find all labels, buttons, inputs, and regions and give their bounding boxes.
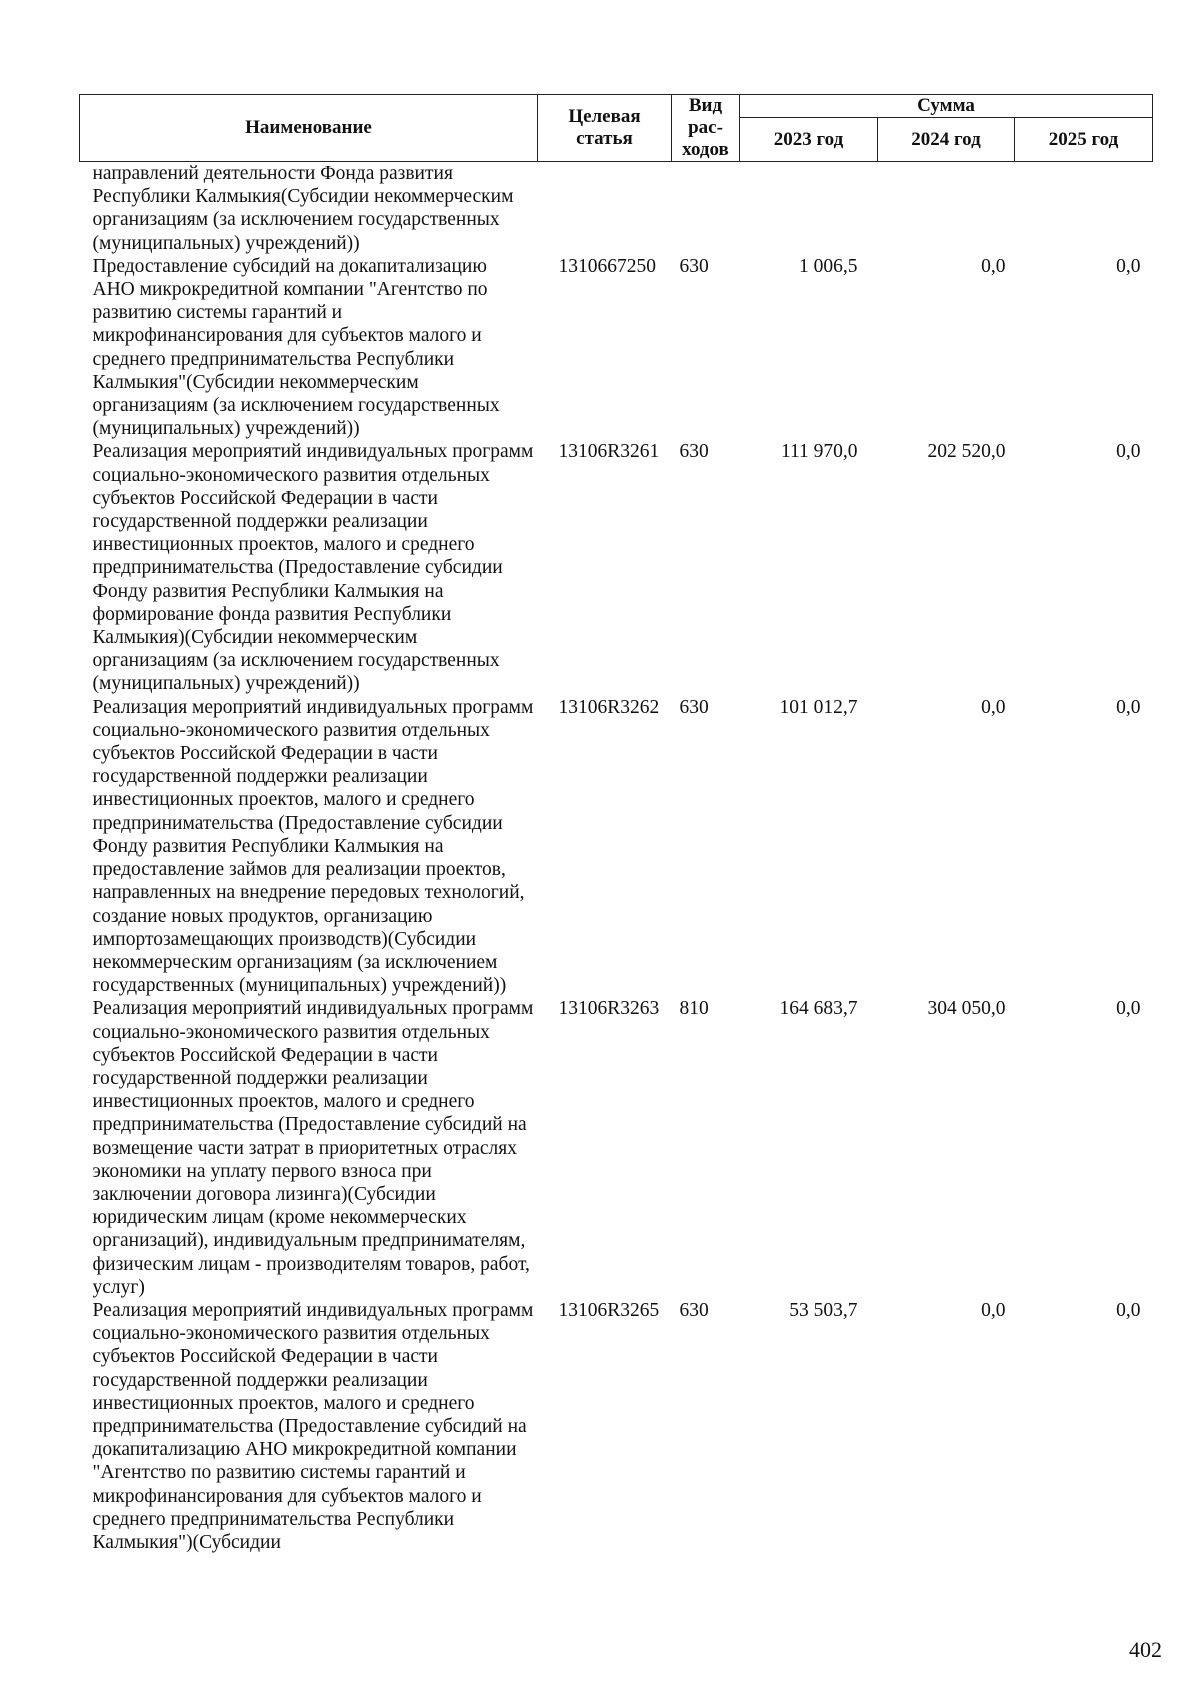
row-name: направлений деятельности Фонда развития Республики Калмыкия(Субсидии некоммерческим организациям (за исключением государственных (муниципальных) учреждений)) [92,163,514,254]
row-code: 13106R3263 [558,998,660,1020]
budget-table [79,94,1153,1554]
row-sum-2023 [740,162,878,255]
row-sum-2025: 0,0 [1116,1299,1141,1321]
row-code: 1310667250 [558,255,656,277]
row-sum-2024 [878,162,1015,255]
row-sum-2024: 304 050,0 [927,998,1006,1020]
row-code [538,162,672,255]
row-sum-2023: 53 503,7 [789,1299,858,1321]
row-code: 13106R3261 [558,441,660,463]
row-name: Реализация мероприятий индивидуальных программ социально-экономического развития отдельных субъектов Российской Федерации в части государственной поддержки реализации инвестиционных проектов, малого и среднего предпринимательства (Предоставление субсидий на докапитализацию АНО микрокредитной компании "Агентство по развитию системы гарантий и микрофинансирования для субъектов малого и среднего предпринимательства Республики Калмыкия")(Субсидии [92,1299,534,1553]
table-row [80,1299,1153,1554]
table-row [80,696,1153,998]
table-header [80,95,1153,162]
row-sum-2023: 111 970,0 [780,441,858,463]
row-code: 13106R3265 [558,1299,660,1321]
row-sum-2023: 164 683,7 [779,998,858,1020]
header-name: Наименование [80,95,538,162]
table-row [80,162,1153,255]
table-row [80,997,1153,1299]
row-sum-2025: 0,0 [1116,998,1141,1020]
row-name: Реализация мероприятий индивидуальных программ социально-экономического развития отдельных субъектов Российской Федерации в части государственной поддержки реализации инвестиционных проектов, малого и среднего предпринимательства (Предоставление субсидий на возмещение части затрат в приоритетных отраслях экономики на уплату первого взноса при заключении договора лизинга)(Субсидии юридическим лицам (кроме некоммерческих организаций), индивидуальным предпринимателям, физическим лицам - производителям товаров, работ, услуг) [92,998,534,1298]
table-body [80,162,1153,1555]
row-sum-2024: 202 520,0 [927,441,1006,463]
table-row [80,255,1153,441]
header-year-2025: 2025 год [1015,118,1153,162]
row-type: 630 [679,696,709,718]
table-row [80,440,1153,695]
row-name: Реализация мероприятий индивидуальных программ социально-экономического развития отдельных субъектов Российской Федерации в части государственной поддержки реализации инвестиционных проектов, малого и среднего предпринимательства (Предоставление субсидии Фонду развития Республики Калмыкия на предоставление займов для реализации проектов, направленных на внедрение передовых технологий, создание новых продуктов, организацию импортозамещающих производств)(Субсидии некоммерческим организациям (за исключением государственных (муниципальных) учреждений)) [92,696,534,997]
page-number: 402 [1129,1637,1162,1662]
row-sum-2025 [1015,162,1153,255]
row-sum-2023: 101 012,7 [779,696,858,718]
row-sum-2023: 1 006,5 [799,255,858,277]
header-type: Вид рас-ходов [672,95,740,162]
header-sum: Сумма [740,95,1153,118]
row-sum-2024: 0,0 [981,255,1006,277]
row-sum-2024: 0,0 [981,1299,1006,1321]
row-type: 630 [679,255,709,277]
header-year-2024: 2024 год [878,118,1015,162]
row-name: Предоставление субсидий на докапитализацию АНО микрокредитной компании "Агентство по развитию системы гарантий и микрофинансирования для субъектов малого и среднего предпринимательства Республики Калмыкия"(Субсидии некоммерческим организациям (за исключением государственных (муниципальных) учреждений)) [92,255,500,440]
row-type: 810 [679,998,709,1020]
row-type: 630 [679,441,709,463]
row-sum-2025: 0,0 [1116,441,1141,463]
row-name: Реализация мероприятий индивидуальных программ социально-экономического развития отдельных субъектов Российской Федерации в части государственной поддержки реализации инвестиционных проектов, малого и среднего предпринимательства (Предоставление субсидии Фонду развития Республики Калмыкия на формирование фонда развития Республики Калмыкия)(Субсидии некоммерческим организациям (за исключением государственных (муниципальных) учреждений)) [92,441,534,695]
row-sum-2024: 0,0 [981,696,1006,718]
row-sum-2025: 0,0 [1116,696,1141,718]
row-code: 13106R3262 [558,696,660,718]
row-sum-2025: 0,0 [1116,255,1141,277]
header-code: Целевая статья [538,95,672,162]
row-type: 630 [679,1299,709,1321]
header-year-2023: 2023 год [740,118,878,162]
row-type [672,162,740,255]
